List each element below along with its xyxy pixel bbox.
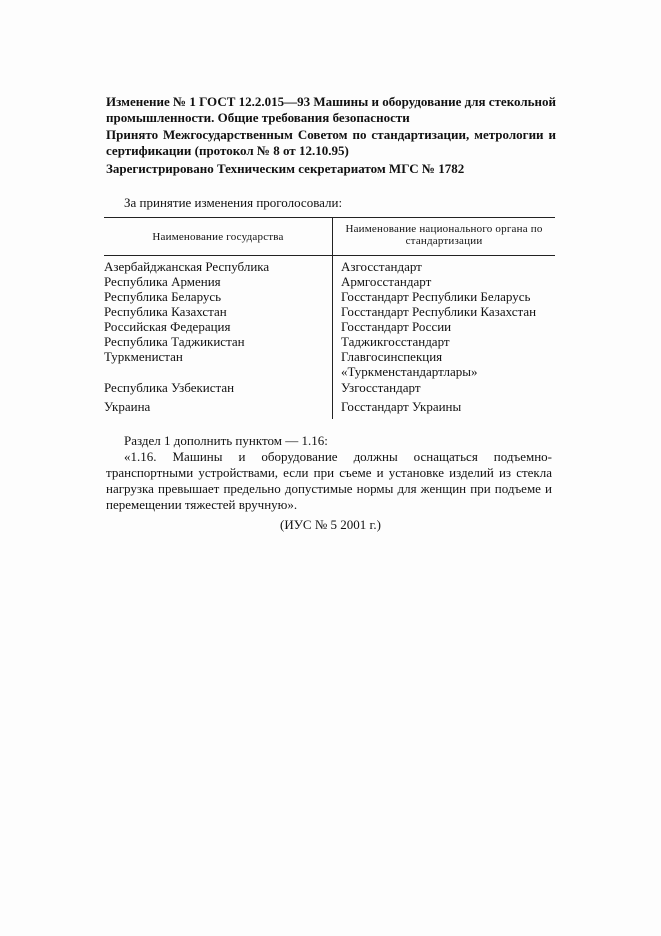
table-cell-organ: Госстандарт Украины	[341, 399, 462, 414]
table-cell-organ: Главгосинспекция «Туркменстандартлары»	[341, 349, 478, 379]
table-cell-organ: Азгосстандарт	[341, 259, 422, 274]
table-column-divider	[332, 217, 333, 419]
table-cell-state: Российская Федерация	[104, 319, 231, 334]
table-cell-state: Республика Армения	[104, 274, 221, 289]
table-cell-organ: Госстандарт Республики Казахстан	[341, 304, 537, 319]
table-cell-organ: Армгосстандарт	[341, 274, 432, 289]
section-amendment-line: Раздел 1 дополнить пунктом — 1.16:	[124, 433, 328, 448]
voting-table	[104, 217, 555, 419]
table-cell-state: Республика Узбекистан	[104, 380, 235, 395]
ius-reference: (ИУС № 5 2001 г.)	[280, 517, 381, 532]
adoption-statement: Принято Межгосударственным Советом по стандартизации, метрологии и сертификации (протокол № 8 от 12.10.95)	[106, 127, 556, 158]
table-cell-organ: Узгосстандарт	[341, 380, 421, 395]
table-cell-state: Азербайджанская Республика	[104, 259, 270, 274]
table-cell-state: Туркменистан	[104, 349, 183, 364]
table-cell-state: Республика Таджикистан	[104, 334, 245, 349]
table-cell-organ: Таджикгосстандарт	[341, 334, 450, 349]
registration-statement: Зарегистрировано Техническим секретариатом МГС № 1782	[106, 161, 465, 176]
table-top-rule	[104, 217, 555, 218]
table-cell-organ: Госстандарт России	[341, 319, 452, 334]
voting-intro: За принятие изменения проголосовали:	[124, 195, 343, 210]
table-header-rule	[104, 255, 555, 256]
table-cell-organ: Госстандарт Республики Беларусь	[341, 289, 531, 304]
table-cell-state: Республика Казахстан	[104, 304, 227, 319]
column-header-organ: Наименование национального органа по стандартизации	[345, 223, 543, 247]
table-cell-state: Украина	[104, 399, 151, 414]
table-cell-state: Республика Беларусь	[104, 289, 222, 304]
column-header-state: Наименование государства	[152, 231, 284, 243]
amendment-title: Изменение № 1 ГОСТ 12.2.015—93 Машины и оборудование для стекольной промышленности. Общие требования безопасности	[106, 94, 556, 125]
clause-1-16-text: «1.16. Машины и оборудование должны оснащаться подъемно-транспортными устройствами, если при съеме и установке изделий из стекла нагрузка превышает предельно допустимые нормы для женщин при подъеме и перемещении тяжестей вручную».	[106, 449, 552, 512]
